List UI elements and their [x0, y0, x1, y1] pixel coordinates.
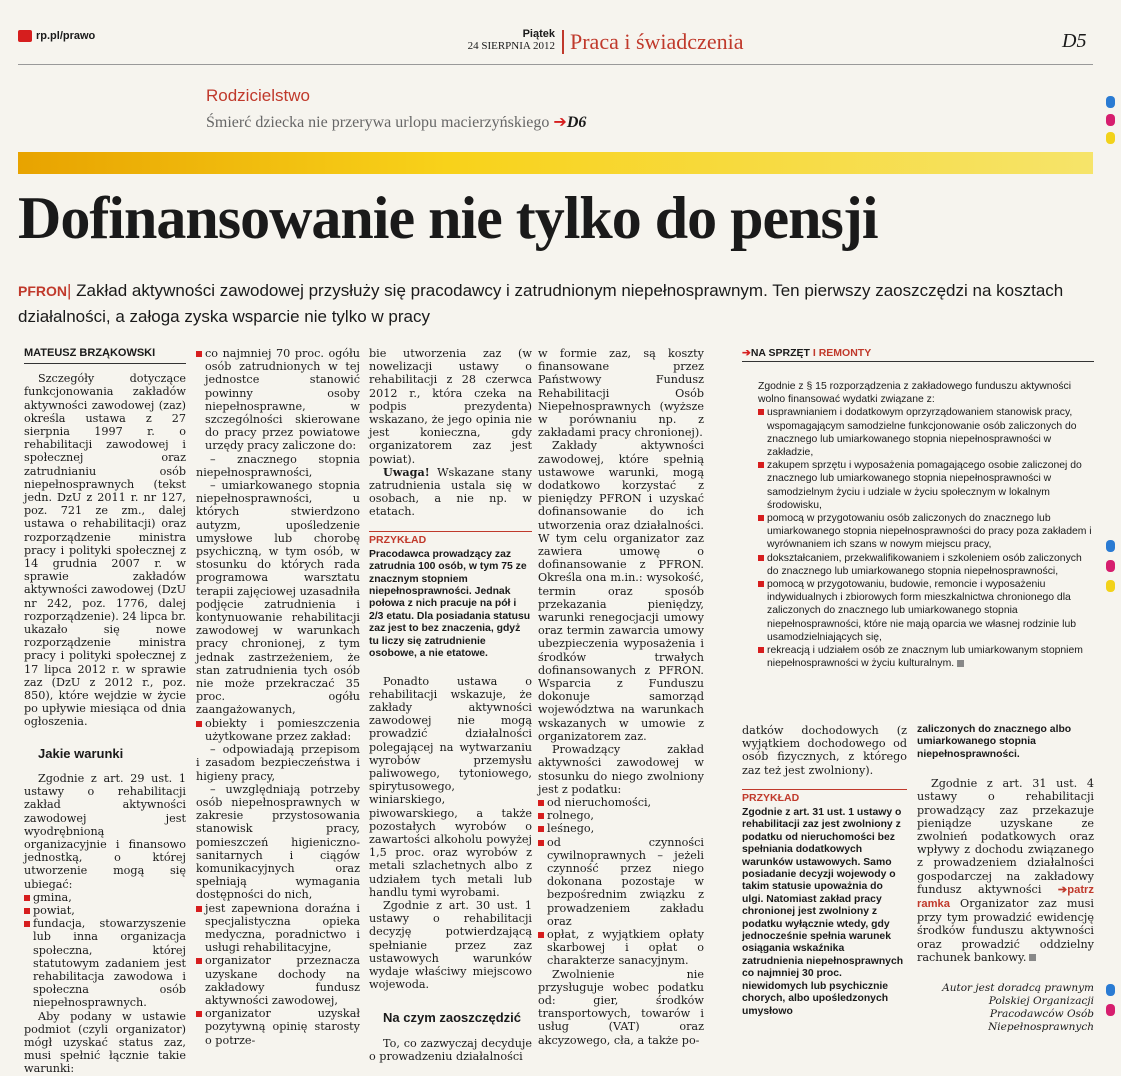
byline: MATEUSZ BRZĄKOWSKI [24, 347, 186, 364]
example-box-continued: zaliczonych do znacznego albo umiarkowanego stopnia niepełnosprawności. [917, 724, 1072, 760]
list-item: rekreacją i udziałem osób ze znacznym lub umiarkowanym stopniem niepełnosprawności w życiu kulturalnym. [758, 644, 1094, 670]
registration-mark-icon [1106, 560, 1115, 572]
column-4 [538, 347, 704, 1047]
paragraph: To, co zazwyczaj decyduje o prowadzeniu działalności [369, 1036, 532, 1063]
bullet-icon [24, 908, 30, 914]
page-number: D5 [1062, 30, 1087, 52]
registration-mark-icon [1106, 1004, 1115, 1016]
bullet-icon [196, 1011, 202, 1017]
bullet-icon [758, 555, 764, 561]
bullet-icon [758, 409, 764, 415]
date-block [430, 28, 555, 52]
list-item: od nieruchomości, [538, 796, 704, 809]
sidebar-box [742, 347, 1094, 670]
column-3 [369, 347, 532, 1063]
end-mark-icon [1029, 954, 1036, 961]
registration-mark-icon [1106, 580, 1115, 592]
bullet-icon [196, 906, 202, 912]
rp-logo[interactable] [18, 30, 95, 42]
example-label: PRZYKŁAD [369, 531, 532, 547]
registration-mark-icon [1106, 114, 1115, 126]
header-divider [18, 64, 1093, 65]
logo-text: rp.pl/prawo [36, 30, 96, 42]
see-box-link[interactable]: ➔patrz ramka [917, 883, 1094, 911]
subhead-na-czym-zaoszczedzic: Na czym zaoszczędzić [383, 1010, 522, 1026]
paragraph: datków dochodowych (z wyjątkiem dochodowego od osób fizycznych, z którego zaz też jest zwolniony). [742, 724, 907, 777]
paragraph: Zgodnie z art. 30 ust. 1 ustawy o rehabilitacji decyzję potwierdzającą spełnianie przez zaz ustawowych warunków wydaje właściwy miejscowo wojewoda. [369, 898, 532, 992]
dash-item: – odpowiadają przepisom i zasadom bezpieczeństwa i higieny pracy, [196, 743, 360, 783]
bullet-icon [196, 351, 202, 357]
bullet-icon [538, 840, 544, 846]
lead-tag: PFRON [18, 283, 67, 299]
list-item: powiat, [24, 904, 186, 917]
author-note: Autor jest doradcą prawnym Polskiej Organizacji Pracodawców Osób Niepełnosprawnych [942, 982, 1094, 1034]
bullet-icon [538, 800, 544, 806]
teaser-page-ref: D6 [566, 114, 587, 131]
bullet-icon [24, 921, 30, 927]
dash-item: – znacznego stopnia niepełnosprawności, [196, 452, 360, 479]
list-item: co najmniej 70 proc. ogółu osób zatrudnionych w tej jednostce stanowić powinny osoby niepełnosprawne, w szczególności skierowane do pracy przez powiatowe urzędy pracy zaliczone do: [196, 347, 360, 453]
registration-mark-icon [1106, 132, 1115, 144]
bullet-icon [538, 826, 544, 832]
paragraph: bie utworzenia zaz (w nowelizacji ustawy o rehabilitacji z 28 czerwca 2012 r., która czeka na podpis prezydenta) wskazano, że jego opinia nie jest konieczna, gdy organizatorem zaz jest powiat). [369, 347, 532, 466]
end-mark-icon [957, 660, 964, 667]
bullet-icon [758, 462, 764, 468]
registration-mark-icon [1106, 96, 1115, 108]
arrow-icon: ➔ [742, 347, 751, 359]
column-6 [917, 724, 1094, 1034]
column-1 [24, 347, 186, 1076]
paragraph: Zgodnie z art. 31 ust. 4 ustawy o rehabilitacji prowadzący zaz przekazuje pieniądze uzyskane ze zwolnień podatkowych oraz wpływy z dochodu związanego z prowadzeniem działalności gospodarczej na zakładowy fundusz aktywności ➔patrz ramka Organizator zaz musi przy tym prowadzić ewidencję środków funduszu aktywności oraz prowadzić oddzielny rachunek bankowy. [917, 777, 1095, 964]
bullet-icon [538, 932, 544, 938]
paragraph: Zakłady aktywności zawodowej, które spełnią ustawowe warunki, mogą dodatkowo korzystać z pieniędzy PFRON i uzyskać dofinansowanie do ich utworzenia oraz działalności. W tym celu organizator zaz zawiera umowę o dofinansowanie z PFRON. Określa ona m.in.: wysokość, termin oraz sposób przekazania pieniędzy, warunki renegocjacji umowy oraz termin zawarcia umowy ubezpieczenia wyposażenia i środków trwałych dofinansowanych z PFRON. Wsparcia z Funduszu dokonuje samorząd województwa na warunkach wskazanych w umowie z organizatorem zaz. [538, 439, 704, 743]
list-item: opłat, z wyjątkiem opłaty skarbowej i opłat o charakterze sanacyjnym. [538, 928, 704, 968]
paragraph: Zwolnienie nie przysługuje wobec podatku od: gier, środków transportowych, towarów i usług (VAT) oraz akcyzowego, cła, a także po- [538, 967, 704, 1047]
list-item: leśnego, [538, 822, 704, 835]
note-paragraph: Uwaga! Wskazane stany zatrudnienia ustala się w osobach, a nie np. w etatach. [369, 464, 532, 519]
yellow-accent-bar [18, 152, 1093, 174]
intro-paragraph: Szczegóły dotyczące funkcjonowania zakładów aktywności zawodowej (zaz) określa ustawa z 27 sierpnia 1997 r. o rehabilitacji zawodowej i społecznej oraz zatrudnianiu osób niepełnosprawnych (tekst jedn. DzU z 2011 r. nr 127, poz. 721 ze zm., dalej ustawa o rehabilitacji) oraz rozporządzenie ministra pracy i polityki społecznej z 14 grudnia 2007 r. w sprawie zakładów aktywności zawodowej (DzU nr 242, poz. 1776, dalej rozporządzenie). 24 lipca br. ukazało się nowe rozporządzenie ministra pracy i polityki społecznej z 17 lipca 2012 r. w sprawie zaz (DzU z 2012 r., poz. 850), które wejdzie w życie po upływie miesiąca od dnia ogłoszenia. [24, 372, 186, 729]
list-item: gmina, [24, 891, 186, 904]
bullet-icon [758, 581, 764, 587]
article-headline: Dofinansowanie nie tylko do pensji [18, 185, 878, 251]
paragraph: Zgodnie z art. 29 ust. 1 ustawy o rehabilitacji zakład aktywności zawodowej jest wyodrębnioną organizacyjnie i finansowo jednostką, o której utworzenie mogą się ubiegać: [24, 771, 186, 891]
list-item: fundacja, stowarzyszenie lub inna organizacja społeczna, której statutowym zadaniem jest rehabilitacja zawodowa i społeczna osób niepełnosprawnych. [24, 917, 186, 1009]
registration-mark-icon [1106, 540, 1115, 552]
bullet-icon [758, 515, 764, 521]
list-item: jest zapewniona doraźna i specjalistyczna opieka medyczna, poradnictwo i usługi rehabilitacyjne, [196, 902, 360, 955]
issue-date: 24 SIERPNIA 2012 [467, 40, 555, 52]
teaser-text: Śmierć dziecka nie przerywa urlopu macierzyńskiego [206, 114, 550, 131]
list-item: dokształcaniem, przekwalifikowaniem i szkoleniem osób zaliczonych do znacznego lub umiarkowanego stopnia niepełnosprawności, [758, 552, 1094, 578]
sidebar-body [742, 362, 1094, 670]
sidebar-intro: Zgodnie z § 15 rozporządzenia z zakładowego funduszu aktywności wolno finansować wydatki związane z: [758, 381, 1072, 406]
article-lead: PFRON| Zakład aktywności zawodowej przysłuży się pracodawcy i zatrudnionym niepełnosprawnym. Ten pierwszy zaoszczędzi na kosztach działalności, a załoga zyska wsparcie nie tylko w pracy [18, 281, 1064, 326]
bullet-icon [24, 895, 30, 901]
subhead-jakie-warunki: Jakie warunki [38, 745, 124, 761]
bullet-icon [196, 721, 202, 727]
registration-mark-icon [1106, 984, 1115, 996]
section-title: Praca i świadczenia [562, 30, 743, 54]
bullet-icon [196, 958, 202, 964]
bullet-icon [758, 647, 764, 653]
list-item: organizator uzyskał pozytywną opinię starosty o potrze- [196, 1007, 360, 1047]
dash-item: – uwzględniają potrzeby osób niepełnosprawnych w zakresie przystosowania stanowisk pracy, pomieszczeń higieniczno-sanitarnych i ciągów komunikacyjnych oraz spełniają wymagania dostępności do nich, [196, 782, 360, 902]
teaser-kicker: Rodzicielstwo [206, 86, 310, 105]
rp-logo-icon [18, 30, 32, 42]
bullet-icon [538, 813, 544, 819]
paragraph: Aby podany w ustawie podmiot (czyli organizator) mógł uzyskać status zaz, musi spełnić łącznie takie warunki: [24, 1009, 186, 1076]
paragraph: Ponadto ustawa o rehabilitacji wskazuje, że zakłady aktywności zawodowej nie mogą prowadzić działalności polegającej na wytwarzaniu wyrobów przemysłu paliwowego, tytoniowego, spirytusowego, winiarskiego, piwowarskiego, a także pozostałych wyrobów o zawartości alkoholu powyżej 1,5 proc. oraz wyrobów z metali szlachetnych albo z udziałem tych metali lub handlu tymi wyrobami. [369, 674, 532, 899]
example-label: PRZYKŁAD [742, 789, 907, 805]
list-item: zakupem sprzętu i wyposażenia pomagającego osobie zaliczonej do znacznego lub umiarkowanego stopnia niepełnosprawności w samodzielnym życiu i udziale w życiu społecznym w lokalnym środowisku, [758, 459, 1094, 512]
sidebar-title: ➔NA SPRZĘT I REMONTY [742, 347, 1094, 362]
column-2 [196, 347, 360, 1047]
list-item: rolnego, [538, 809, 704, 822]
example-box: Pracodawca prowadzący zaz zatrudnia 100 osób, w tym 75 ze znacznym stopniem niepełnosprawności. Jednak połowa z nich pracuje na pół i 2/3 etatu. Dla posiadania statusu zaz jest to bez znaczenia, gdyż tu liczy się zatrudnienie osobowe, a nie etatowe. [369, 548, 531, 660]
list-item: usprawnianiem i dodatkowym oprzyrządowaniem stanowisk pracy, wspomagającym samodzielne funkcjonowanie osób zaliczonych do znacznego lub umiarkowanego stopnia niepełnosprawności w zakładzie, [758, 406, 1094, 459]
paragraph: Prowadzący zakład aktywności zawodowej w stosunku do niego zwolniony jest z podatku: [538, 743, 704, 796]
example-box: Zgodnie z art. 31 ust. 1 ustawy o rehabilitacji zaz jest zwolniony z podatku od nieruchomości bez spełniania dodatkowych warunków ustawowych. Samo posiadanie decyzji wojewody o takim statusie upoważnia do ulgi. Natomiast zakład pracy chronionej jest zwolniony z podatku wyłącznie wtedy, gdy jednocześnie spełnia warunek osiągania wskaźnika zatrudnienia niepełnosprawnych co najmniej 30 proc. niewidomych lub psychicznie chorych, albo upośledzonych umysłowo [742, 807, 904, 1017]
day-name: Piątek [522, 28, 555, 40]
column-5 [742, 724, 907, 1018]
list-item: od czynności cywilnoprawnych – jeżeli czynność przez niego dokonana pozostaje w bezpośrednim związku z prowadzeniem zakładu oraz [538, 836, 704, 928]
lead-text: Zakład aktywności zawodowej przysłuży się pracodawcy i zatrudnionym niepełnosprawnym. Ten pierwszy zaoszczędzi na kosztach działalności, a załoga zyska wsparcie nie tylko w pracy [18, 281, 1064, 326]
teaser-link[interactable] [206, 112, 586, 132]
list-item: organizator przeznacza uzyskane dochody na zakładowy fundusz aktywności zawodowej, [196, 954, 360, 1007]
list-item: obiekty i pomieszczenia użytkowane przez zakład: [196, 717, 360, 743]
list-item: pomocą w przygotowaniu osób zaliczonych do znacznego lub umiarkowanego stopnia niepełnosprawności do pracy poza zakładem i wyrównaniem ich szans w nowym miejscu pracy, [758, 512, 1094, 552]
paragraph: w formie zaz, są koszty finansowane przez Państwowy Fundusz Rehabilitacji Osób Niepełnosprawnych (wyższe w porównaniu np. z zakładami pracy chronionej). [538, 347, 704, 440]
dash-item: – umiarkowanego stopnia niepełnosprawności, u których stwierdzono autyzm, upośledzenie umysłowe lub chorobę psychiczną, w tym osób, w stosunku do których rada programowa warsztatu terapii zajęciowej uzasadniła podjęcie zatrudnienia i kontynuowanie rehabilitacji zawodowej w warunkach pracy chronionej, z tym jednak zastrzeżeniem, że stan zatrudnienia tych osób nie może przekraczać 35 proc. ogółu zaangażowanych, [196, 479, 360, 717]
note-label: Uwaga! [383, 464, 430, 479]
arrow-icon: ➔ [553, 114, 567, 131]
list-item: pomocą w przygotowaniu, budowie, remoncie i wyposażeniu indywidualnych i zbiorowych form mieszkalnictwa chronionego dla zaliczonych do znacznego lub umiarkowanego stopnia niepełnosprawności, które nie mają oparcia we własnej rodzinie lub usamodzielniających się, [758, 578, 1094, 644]
